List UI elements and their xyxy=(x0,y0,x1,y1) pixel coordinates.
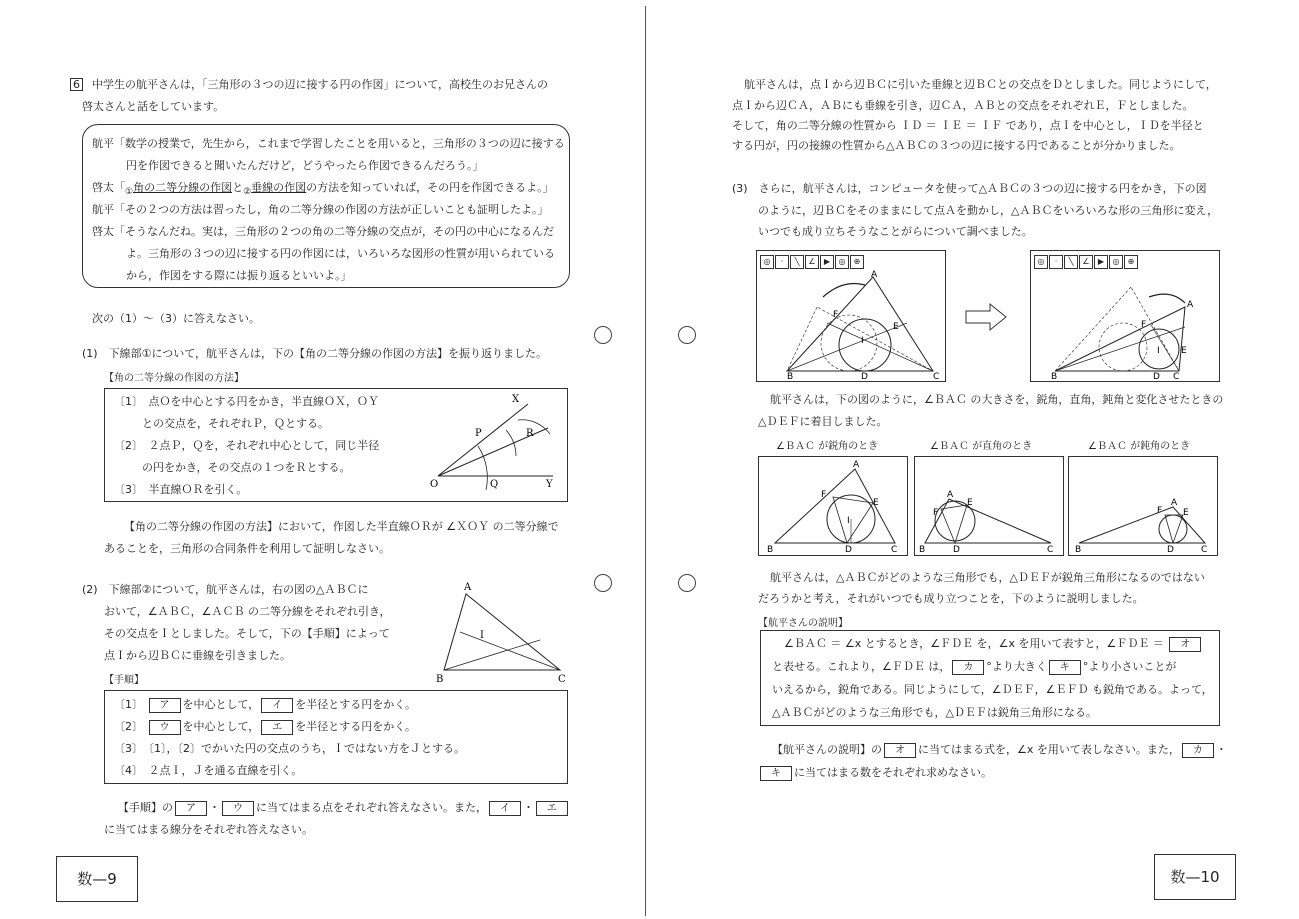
answer-box-i[interactable]: イ xyxy=(261,698,293,713)
instruction: 次の（1）～（3）に答えなさい。 xyxy=(92,312,260,325)
dialogue-line: よ。三角形の３つの辺に接する円の作図には，いろいろな図形の性質が用いられている xyxy=(126,247,555,260)
binding-hole xyxy=(594,574,612,592)
answer-box-u[interactable]: ウ xyxy=(149,720,181,735)
note-text: △ＤＥＦに着目しました。 xyxy=(758,415,888,428)
q1-task: あることを，三角形の合同条件を利用して証明しなさい。 xyxy=(104,542,390,555)
caption-right: ∠ＢＡＣ が直角のとき xyxy=(930,441,1033,452)
dialogue-line: 円を作図できると聞いたんだけど，どうやったら作図できるんだろう。」 xyxy=(126,159,484,172)
underline-2: 垂線の作図 xyxy=(251,181,307,194)
q2-text: その交点をＩとしました。そして，下の【手順】によって xyxy=(104,627,390,640)
panel-obtuse xyxy=(1068,456,1218,556)
svg-text:A: A xyxy=(1171,498,1178,508)
step-text: の円をかき，その交点の１つをＲとする。 xyxy=(142,461,351,474)
page-divider xyxy=(645,6,646,916)
svg-text:F: F xyxy=(933,508,939,518)
question-number: 6 xyxy=(70,78,83,91)
step-text: 〔3〕 半直線ＯＲを引く。 xyxy=(114,483,248,496)
dialogue-line: 航平「数学の授業で，先生から，これまで学習したことを用いると，三角形の３つの辺に接する xyxy=(92,137,565,150)
svg-text:E: E xyxy=(893,322,899,332)
consideration: 航平さんは，△ＡＢＣがどのような三角形でも，△ＤＥＦが鋭角三角形になるのではない xyxy=(770,571,1205,584)
arrow-right-icon xyxy=(964,302,1008,332)
angle-bisector-figure xyxy=(428,390,562,498)
explanation-line: ∠ＢＡＣ ＝ ∠x とするとき，∠ＦＤＥ を，∠x を用いて表すと，∠ＦＤＥ ＝ オ xyxy=(784,637,1203,652)
svg-text:I: I xyxy=(1157,346,1160,356)
svg-text:A: A xyxy=(853,460,860,470)
answer-box-i[interactable]: イ xyxy=(489,801,521,816)
tool-icon[interactable]: ▶ xyxy=(1094,255,1108,269)
panel-acute xyxy=(758,456,908,556)
binding-hole xyxy=(594,326,612,344)
q2-text: (2) 下線部②について，航平さんは，右の図の△ＡＢＣに xyxy=(82,583,369,596)
dialogue-line: から，作図をする際には振り返るといいよ。」 xyxy=(126,269,352,282)
label-r: R xyxy=(526,428,534,439)
procedure-step: 〔4〕 ２点Ｉ，Ｊを通る直線を引く。 xyxy=(114,764,303,777)
q3-task: キ に当てはまる数をそれぞれ求めなさい。 xyxy=(758,766,992,781)
tool-icon[interactable]: ▶ xyxy=(820,255,834,269)
tool-icon[interactable]: ◎ xyxy=(835,255,849,269)
software-screen-after xyxy=(1030,250,1220,382)
explanation-line: いえるから，鋭角である。同じようにして，∠ＤＥＦ，∠ＥＦＤ も鋭角である。よって， xyxy=(772,683,1213,696)
svg-text:F: F xyxy=(1141,320,1147,330)
svg-text:I: I xyxy=(861,336,864,346)
answer-box-o[interactable]: オ xyxy=(1169,637,1201,652)
step-text: 〔2〕 ２点Ｐ，Ｑを，それぞれ中心として，同じ半径 xyxy=(114,439,380,452)
q3-task: 【航平さんの説明】の オ に当てはまる式を，∠x を用いて表しなさい。また， カ ・ xyxy=(772,743,1227,756)
svg-text:B: B xyxy=(767,545,774,555)
tool-icon[interactable]: ∠ xyxy=(1079,255,1093,269)
svg-text:B: B xyxy=(787,372,794,381)
page-number-right: 数—10 xyxy=(1154,854,1236,900)
q1-task: 【角の二等分線の作図の方法】において，作図した半直線ＯＲが ∠ＸＯＹ の二等分線で xyxy=(124,520,559,533)
svg-text:E: E xyxy=(1181,346,1187,356)
label-q: Q xyxy=(490,479,499,490)
binding-hole xyxy=(678,326,696,344)
label-o: O xyxy=(430,479,439,490)
software-screen-before xyxy=(756,250,946,382)
tool-icon[interactable]: ╲ xyxy=(1064,255,1078,269)
explanation-line: △ＡＢＣがどのような三角形でも，△ＤＥＦは鋭角三角形になる。 xyxy=(772,706,1097,719)
svg-text:D: D xyxy=(1153,372,1160,381)
tool-icon[interactable]: ◎ xyxy=(1109,255,1123,269)
tool-icon[interactable]: ∠ xyxy=(805,255,819,269)
note-text: 航平さんは，下の図のように，∠ＢＡＣ の大きさを，鋭角，直角，鈍角と変化させたときの xyxy=(770,393,1224,406)
q1-box-title: 【角の二等分線の作図の方法】 xyxy=(104,373,244,384)
label-y: Y xyxy=(546,479,553,490)
label-b: B xyxy=(436,674,444,685)
intro-text: 中学生の航平さんは，「三角形の３つの辺に接する円の作図」について，高校生のお兄さんの xyxy=(92,78,549,91)
q2-text: 点Ｉから辺ＢＣに垂線を引きました。 xyxy=(104,649,291,662)
svg-text:E: E xyxy=(967,498,973,508)
answer-box-a[interactable]: ア xyxy=(149,698,181,713)
svg-text:D: D xyxy=(1167,545,1174,555)
dialogue-line: 航平「その２つの方法は習ったし，角の二等分線の作図の方法が正しいことも証明したよ。」 xyxy=(92,203,549,216)
svg-text:E: E xyxy=(873,498,879,508)
caption-obtuse: ∠ＢＡＣ が鈍角のとき xyxy=(1088,441,1191,452)
explanation-line: と表せる。これより，∠ＦＤＥ は， カ °より大きく キ °より小さいことが xyxy=(772,660,1177,673)
procedure-step: 〔2〕 ウ を中心として， エ を半径とする円をかく。 xyxy=(114,720,417,733)
answer-box-u[interactable]: ウ xyxy=(222,801,254,816)
svg-text:F: F xyxy=(821,490,827,500)
label-p: P xyxy=(475,428,482,439)
procedure-step: 〔3〕 〔1〕，〔2〕でかいた円の交点のうち，Ｉではない方をＪとする。 xyxy=(114,742,465,755)
intro-text: 啓太さんと話をしています。 xyxy=(82,100,225,113)
explanation-title: 【航平さんの説明】 xyxy=(758,618,848,629)
svg-text:A: A xyxy=(871,270,878,280)
q1-heading: (1) 下線部①について，航平さんは，下の【角の二等分線の作図の方法】を振り返りました。 xyxy=(82,347,547,360)
q3-text: のように，辺ＢＣをそのままにして点Ａを動かし，△ＡＢＣをいろいろな形の三角形に変え， xyxy=(758,204,1219,217)
svg-text:C: C xyxy=(1173,372,1180,381)
q2-task: 【手順】の ア ・ ウ に当てはまる点をそれぞれ答えなさい。また， イ ・ エ xyxy=(118,801,570,816)
paragraph: する円が，円の接線の性質から△ＡＢＣの３つの辺に接する円であることが分かりました。 xyxy=(732,139,1181,152)
triangle-abc-figure xyxy=(430,580,570,686)
svg-text:C: C xyxy=(891,545,898,555)
tool-icon[interactable]: ╲ xyxy=(790,255,804,269)
underline-1: 角の二等分線の作図 xyxy=(133,181,233,194)
answer-box-a[interactable]: ア xyxy=(175,801,207,816)
svg-text:B: B xyxy=(1075,545,1082,555)
paragraph: 航平さんは，点Ｉから辺ＢＣに引いた垂線と辺ＢＣとの交点をＤとしました。同じようにして， xyxy=(744,78,1217,91)
svg-text:D: D xyxy=(861,372,868,381)
paragraph: そして，角の二等分線の性質から ＩＤ ＝ ＩＥ ＝ ＩＦ であり，点Ｉを中心とし，ＩＤを半径と xyxy=(732,119,1204,132)
tool-icon[interactable]: ⊕ xyxy=(1124,255,1138,269)
svg-text:C: C xyxy=(933,372,940,381)
answer-box-ka[interactable]: カ xyxy=(952,660,984,675)
svg-text:A: A xyxy=(947,490,954,500)
label-a: A xyxy=(464,582,472,593)
answer-box-e[interactable]: エ xyxy=(536,801,568,816)
label-i: I xyxy=(480,630,484,641)
q2-text: おいて，∠ＡＢＣ，∠ＡＣＢ の二等分線をそれぞれ引き， xyxy=(104,605,391,618)
tool-icon[interactable]: ⊕ xyxy=(850,255,864,269)
paragraph: 点Ｉから辺ＣＡ，ＡＢにも垂線を引き，辺ＣＡ，ＡＢとの交点をそれぞれＥ，Ｆとしました。 xyxy=(732,99,1194,112)
q2-task: に当てはまる線分をそれぞれ答えなさい。 xyxy=(104,823,313,836)
dialogue-line: 啓太「そうなんだね。実は，三角形の２つの角の二等分線の交点が，その円の中心になるんだ xyxy=(92,225,554,238)
svg-text:I: I xyxy=(847,516,850,526)
q2-box-title: 【手順】 xyxy=(104,675,144,686)
svg-text:F: F xyxy=(1157,506,1163,516)
step-text: 〔1〕 点Ｏを中心とする円をかき，半直線ＯＸ，ＯＹ xyxy=(114,395,380,408)
procedure-step: 〔1〕 ア を中心として， イ を半径とする円をかく。 xyxy=(114,698,417,711)
step-text: との交点を，それぞれＰ，Ｑとする。 xyxy=(142,417,329,430)
label-x: X xyxy=(512,394,520,405)
svg-text:B: B xyxy=(919,545,926,555)
svg-text:C: C xyxy=(1047,545,1054,555)
tool-icon[interactable]: · xyxy=(775,255,789,269)
page-number-left: 数—9 xyxy=(56,856,138,902)
label-c: C xyxy=(558,674,566,685)
answer-box-ki[interactable]: キ xyxy=(760,766,792,781)
q3-text: (3) さらに，航平さんは，コンピュータを使って△ＡＢＣの３つの辺に接する円をかき，下の図 xyxy=(732,182,1207,195)
tool-icon[interactable]: · xyxy=(1049,255,1063,269)
answer-box-ki[interactable]: キ xyxy=(1049,660,1081,675)
tool-icon[interactable]: ◎ xyxy=(760,255,774,269)
svg-text:C: C xyxy=(1201,545,1208,555)
q3-text: いつでも成り立ちそうなことがらについて調べました。 xyxy=(758,225,1033,238)
tool-icon[interactable]: ◎ xyxy=(1034,255,1048,269)
svg-text:D: D xyxy=(953,545,960,555)
svg-text:B: B xyxy=(1051,372,1058,381)
caption-acute: ∠ＢＡＣ が鋭角のとき xyxy=(776,441,879,452)
svg-text:D: D xyxy=(845,545,852,555)
svg-text:E: E xyxy=(1183,508,1189,518)
svg-text:F: F xyxy=(833,310,839,320)
dialogue-line: 啓太「$_①$角の二等分線の作図と$_②$垂線の作図の方法を知っていれば，その円を作図できるよ。」 xyxy=(92,181,554,198)
svg-text:A: A xyxy=(1187,300,1194,310)
answer-box-ka[interactable]: カ xyxy=(1182,743,1214,758)
answer-box-o[interactable]: オ xyxy=(884,743,916,758)
panel-right-angle xyxy=(914,456,1064,556)
consideration: だろうかと考え，それがいつでも成り立つことを，下のように説明しました。 xyxy=(758,592,1144,605)
answer-box-e[interactable]: エ xyxy=(261,720,293,735)
binding-hole xyxy=(678,574,696,592)
